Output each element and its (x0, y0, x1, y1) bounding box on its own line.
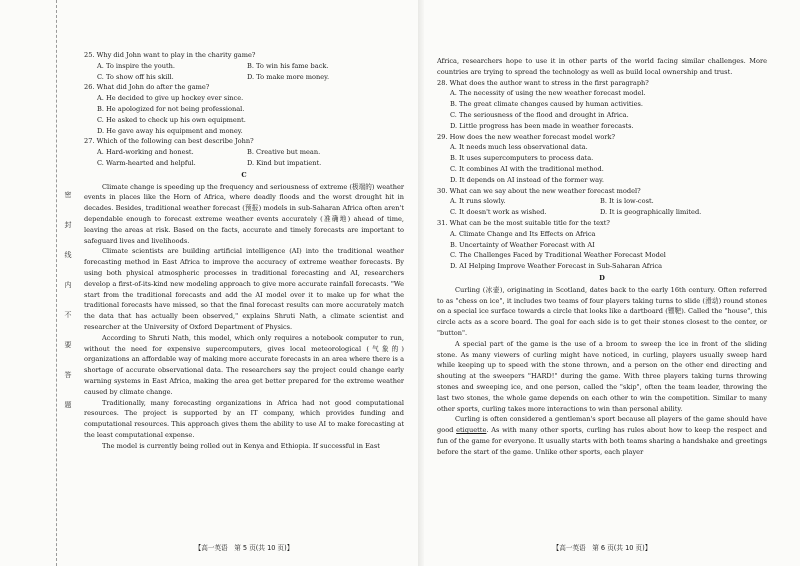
passage-paragraph: A special part of the game is the use of a broom to sweep the ice in front of the sliding stone. As many viewers of curling might have noticed, in curling, players usually sweep hard while keeping up to speed with the stone thrown, and a person on the other end directing and shouting at the sweepers "HARD!" during the game. With three players taking turns throwing stones and sweeping ice, and one person, called the "skip", often the team leader, throwing the last two stones, the whole game depends on each other to win the competition. Similar to many other sports, curling takes more interactions to win than personal ability. (437, 339, 767, 413)
option-d: D. AI Helping Improve Weather Forecast in Sub-Saharan Africa (450, 262, 663, 271)
question-25-options-ab (84, 61, 404, 72)
seal-char: 线 (64, 251, 72, 259)
option-a: A. The necessity of using the new weather forecast model. (450, 89, 646, 98)
seal-char: 封 (64, 221, 72, 229)
page-footer: 【高一英语 第 5 页(共 10 页)】 (194, 544, 294, 552)
option-c: C. It doesn't work as wished. (450, 208, 547, 217)
option-b: B. Creative but mean. (247, 148, 321, 157)
option-d: D. It depends on AI instead of the former way. (450, 175, 604, 184)
option-a: A. Climate Change and Its Effects on Africa (450, 229, 596, 238)
seal-char: 要 (64, 341, 72, 349)
option-c: C. The seriousness of the flood and drought in Africa. (450, 110, 629, 119)
page-gutter (418, 0, 424, 566)
underlined-word: etiquette (456, 426, 487, 435)
option-c: C. To show off his skill. (97, 72, 174, 81)
seal-char: 不 (64, 311, 72, 319)
option-a: A. It runs slowly. (450, 197, 506, 206)
passage-continuation: Africa, researchers hope to use it in other parts of the world facing similar challenges. More countries are trying to spread the technology as well as build local ownership and trust. (437, 57, 767, 76)
question-28-stem: 28. What does the author want to stress in the first paragraph? (437, 78, 649, 87)
passage-paragraph: The model is currently being rolled out in Kenya and Ethiopia. If successful in East (102, 441, 380, 450)
question-30-stem: 30. What can we say about the new weather forecast model? (437, 186, 641, 195)
page-6 (437, 0, 767, 566)
paragraph-text: . As with many other sports, curling has rules about how to keep the respect and fun of the game for everyone. It usually starts with both teams sharing a handshake and greetings before the start of the game. Unlike other sports, each player (437, 426, 767, 456)
question-25-stem: 25. Why did John want to play in the charity game? (84, 51, 256, 59)
option-b: B. The great climate changes caused by human activities. (450, 100, 643, 109)
page-5-content (84, 50, 404, 451)
paragraph-text: Curling is often considered a gentleman's sport because all players of the game should have good (437, 415, 767, 435)
option-b: B. Uncertainty of Weather Forecast with AI (450, 240, 595, 249)
question-27-options-cd (84, 158, 404, 169)
option-b: B. He apologized for not being professional. (97, 104, 245, 113)
binding-line (56, 0, 57, 566)
option-d: D. To make more money. (247, 72, 330, 81)
option-c: C. Warm-hearted and helpful. (97, 158, 196, 167)
section-heading: D (599, 273, 605, 282)
option-d: D. He gave away his equipment and money. (97, 126, 243, 135)
page-6-content (437, 56, 767, 457)
passage-paragraph: Traditionally, many forecasting organizations in Africa had not good computational resources. The project is supported by an IT company, which provides funding and computational resources. This approach gives them the ability to use AI to make forecasting at the least computational expense. (84, 398, 404, 439)
option-a: A. It needs much less observational data. (450, 143, 588, 152)
seal-char: 内 (64, 281, 72, 289)
passage-paragraph: Climate change is speeding up the frequency and seriousness of extreme (极端的) weather events in places like the Horn of Africa, where deadly floods and the worst drought hit in decades. Besides, traditional weather forecast (预报) models in sub-Saharan Africa often aren't dependable enough to forecast extreme weather events accurately (准确地) ahead of time, leaving the areas at risk. Based on the facts, accurate and timely forecasts are important to safeguard lives and livelihoods. (84, 182, 404, 245)
option-b: B. To win his fame back. (247, 61, 329, 70)
page-5 (84, 0, 404, 566)
question-31-stem: 31. What can be the most suitable title for the text? (437, 218, 610, 227)
option-c: C. It combines AI with the traditional method. (450, 164, 604, 173)
question-30-options-ab (437, 196, 767, 207)
section-heading: C (241, 170, 247, 179)
option-b: B. It uses supercomputers to process data. (450, 154, 594, 163)
passage-paragraph: Curling (冰壶), originating in Scotland, dates back to the early 16th century. Often referred to as "chess on ice", it includes two teams of four players taking turns to slide (滑动) round stones on a special ice surface towards a circle that looks like a dartboard (镖靶). Called the "house", this circle acts as a score board. The goal for each side is to get their stones closest to the center, or "button". (437, 285, 767, 337)
binding-seal-text (62, 190, 74, 430)
question-30-options-cd (437, 207, 767, 218)
passage-paragraph (437, 414, 767, 457)
seal-char: 答 (64, 371, 72, 379)
question-27-stem: 27. Which of the following can best describe John? (84, 137, 254, 146)
option-a: A. He decided to give up hockey ever since. (97, 94, 244, 103)
option-a: A. To inspire the youth. (97, 61, 175, 70)
passage-paragraph: According to Shruti Nath, this model, which only requires a notebook computer to run, without the need for expensive supercomputers, gives local meteorological (气象的) organizations an affordable way of making more accurate forecasts in an area where there is a shortage of accurate observational data. The researchers say the project could change early warning systems in East Africa, making the area get better prepared for the extreme weather caused by climate change. (84, 333, 404, 396)
option-b: B. It is low-cost. (600, 197, 654, 206)
page-footer: 【高一英语 第 6 页(共 10 页)】 (552, 544, 652, 552)
option-d: D. It is geographically limited. (600, 208, 702, 217)
option-d: D. Little progress has been made in weather forecasts. (450, 121, 634, 130)
question-29-stem: 29. How does the new weather forecast model work? (437, 132, 615, 141)
seal-char: 题 (64, 401, 72, 409)
passage-paragraph: Climate scientists are building artificial intelligence (AI) into the traditional weather forecasting method in East Africa to improve the accuracy of extreme weather forecasts. By using both physical atmospheric processes in traditional forecasting and AI, researchers develop a first-of-its-kind new modeling approach to give more accurate rainfall forecasts. "We start from the traditional forecasts and add the AI model over it to make up for what the traditional forecasts have missed, so that the final forecast results can more accurately match the data that has actually been observed," explains Shruti Nath, a climate scientist and researcher at the University of Oxford Department of Physics. (84, 247, 404, 331)
option-c: C. He asked to check up his own equipment. (97, 115, 246, 124)
option-a: A. Hard-working and honest. (97, 148, 194, 157)
question-25-options-cd (84, 72, 404, 83)
question-26-stem: 26. What did John do after the game? (84, 83, 210, 92)
question-27-options-ab (84, 147, 404, 158)
option-c: C. The Challenges Faced by Traditional Weather Forecast Model (450, 251, 666, 260)
option-d: D. Kind but impatient. (247, 158, 322, 167)
seal-char: 密 (64, 191, 72, 199)
